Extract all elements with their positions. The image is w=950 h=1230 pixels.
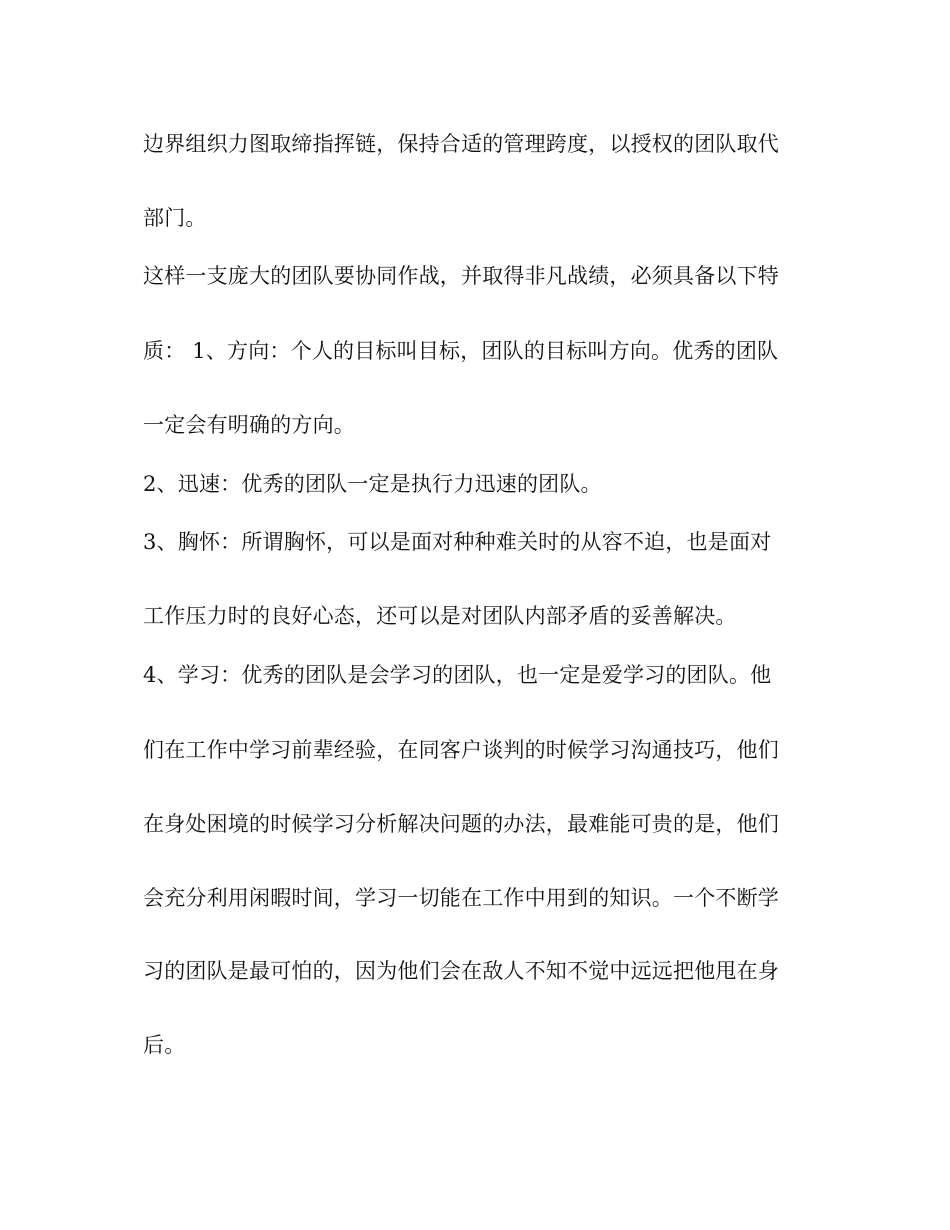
- text-line-12: 会充分利用闲暇时间，学习一切能在工作中用到的知识。一个不断学: [143, 886, 779, 910]
- text-line-2: 部门。: [143, 206, 207, 230]
- text-line-13: 习的团队是最可怕的，因为他们会在敌人不知不觉中远远把他甩在身: [143, 959, 779, 983]
- text-line-10: 们在工作中学习前辈经验，在同客户谈判的时候学习沟通技巧，他们: [143, 738, 779, 762]
- text-line-5: 一定会有明确的方向。: [143, 413, 355, 437]
- text-line-7: 3、胸怀：所谓胸怀，可以是面对种种难关时的从容不迫，也是面对: [143, 530, 772, 554]
- text-line-1: 边界组织力图取缔指挥链，保持合适的管理跨度，以授权的团队取代: [143, 132, 779, 156]
- text-line-9: 4、学习：优秀的团队是会学习的团队，也一定是爱学习的团队。他: [143, 663, 772, 687]
- text-line-4: 质： 1、方向：个人的目标叫目标，团队的目标叫方向。优秀的团队: [143, 339, 779, 363]
- text-line-3: 这样一支庞大的团队要协同作战，并取得非凡战绩，必须具备以下特: [143, 264, 779, 288]
- text-line-14: 后。: [143, 1033, 186, 1057]
- text-line-11: 在身处困境的时候学习分析解决问题的办法，最难能可贵的是，他们: [143, 812, 779, 836]
- text-line-8: 工作压力时的良好心态，还可以是对团队内部矛盾的妥善解决。: [143, 604, 737, 628]
- text-line-6: 2、迅速：优秀的团队一定是执行力迅速的团队。: [143, 472, 602, 496]
